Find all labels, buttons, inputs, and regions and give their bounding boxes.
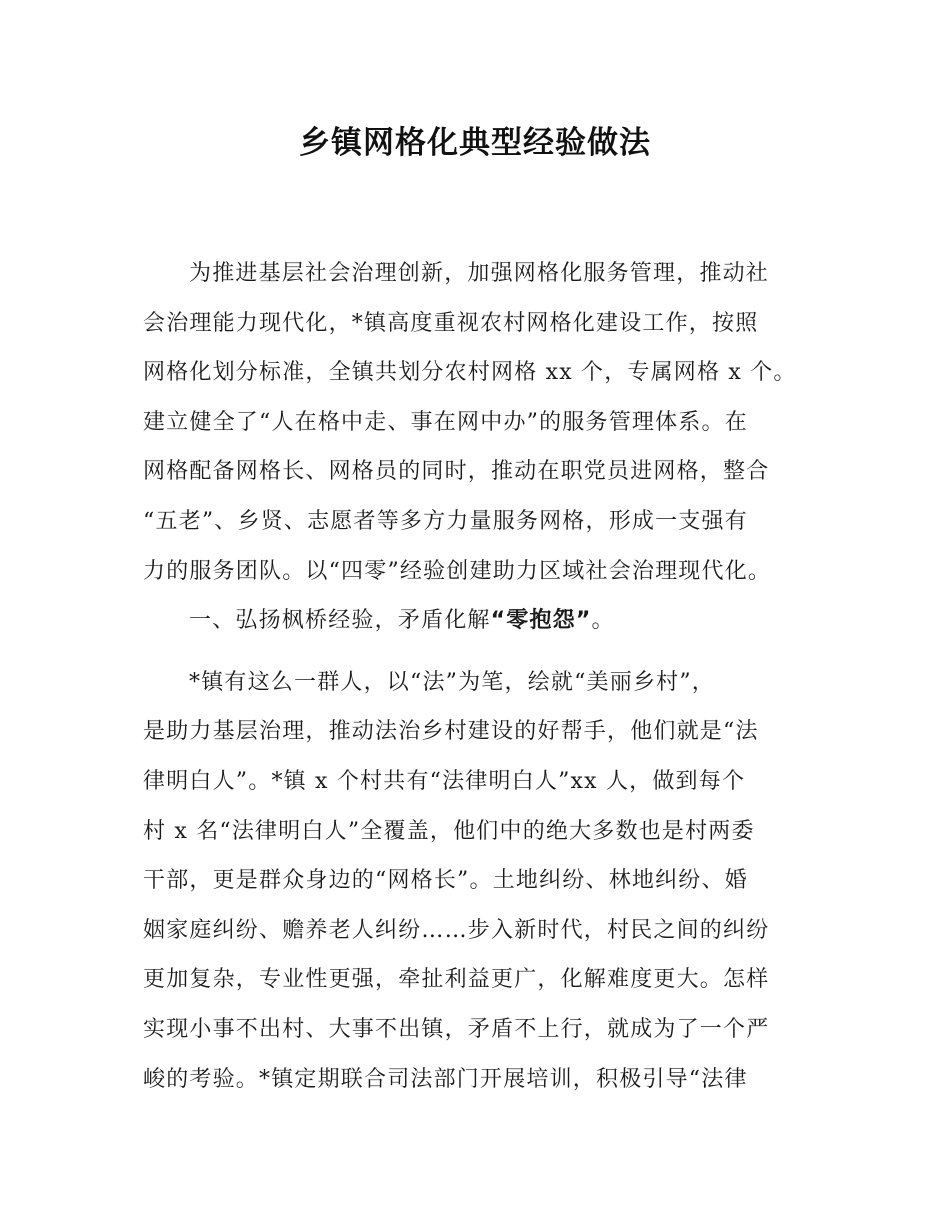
section-line: 更加复杂，专业性更强，牵扯利益更广，化解难度更大。怎样	[143, 967, 770, 993]
intro-line: 建立健全了“人在格中走、事在网中办”的服务管理体系。在	[143, 409, 748, 435]
intro-line: 网格配备网格长、网格员的同时，推动在职党员进网格，整合	[143, 459, 770, 485]
section-heading	[143, 605, 843, 655]
section-line: 律明白人”。*镇 x 个村共有“法律明白人”xx 人，做到每个	[143, 768, 746, 794]
document-title: 乡镇网格化典型经验做法	[299, 125, 651, 161]
section-heading-tail: 。	[591, 608, 615, 634]
document-body	[143, 258, 843, 1113]
section-line: 村 x 名“法律明白人”全覆盖，他们中的绝大多数也是村两委	[143, 818, 755, 844]
intro-line: 网格化划分标准，全镇共划分农村网格 xx 个，专属网格 x 个。	[143, 360, 797, 386]
section-line: 干部，更是群众身边的“网格长”。土地纠纷、林地纠纷、婚	[143, 868, 748, 894]
section-heading-text: 一、弘扬枫桥经验，矛盾化解	[189, 608, 491, 634]
intro-line: 为推进基层社会治理创新，加强网格化服务管理，推动社	[189, 261, 770, 286]
intro-line: “五老”、乡贤、志愿者等多方力量服务网格，形成一支强有	[143, 508, 748, 534]
section-line: 实现小事不出村、大事不出镇，矛盾不上行，就成为了一个严	[143, 1016, 770, 1042]
section-line: *镇有这么一群人，以“法”为笔，绘就“美丽乡村”，	[189, 669, 715, 695]
intro-line: 力的服务团队。以“四零”经验创建助力区域社会治理现代化。	[143, 558, 772, 584]
section-heading-emphasis: “零抱怨”	[490, 608, 592, 634]
intro-line: 会治理能力现代化，*镇高度重视农村网格化建设工作，按照	[143, 310, 759, 336]
section-line: 是助力基层治理，推动法治乡村建设的好帮手，他们就是“法	[143, 719, 759, 745]
section-line: 峻的考验。*镇定期联合司法部门开展培训，积极引导“法律	[143, 1066, 748, 1092]
section-line: 姻家庭纠纷、赡养老人纠纷……步入新时代，村民之间的纠纷	[143, 917, 770, 943]
